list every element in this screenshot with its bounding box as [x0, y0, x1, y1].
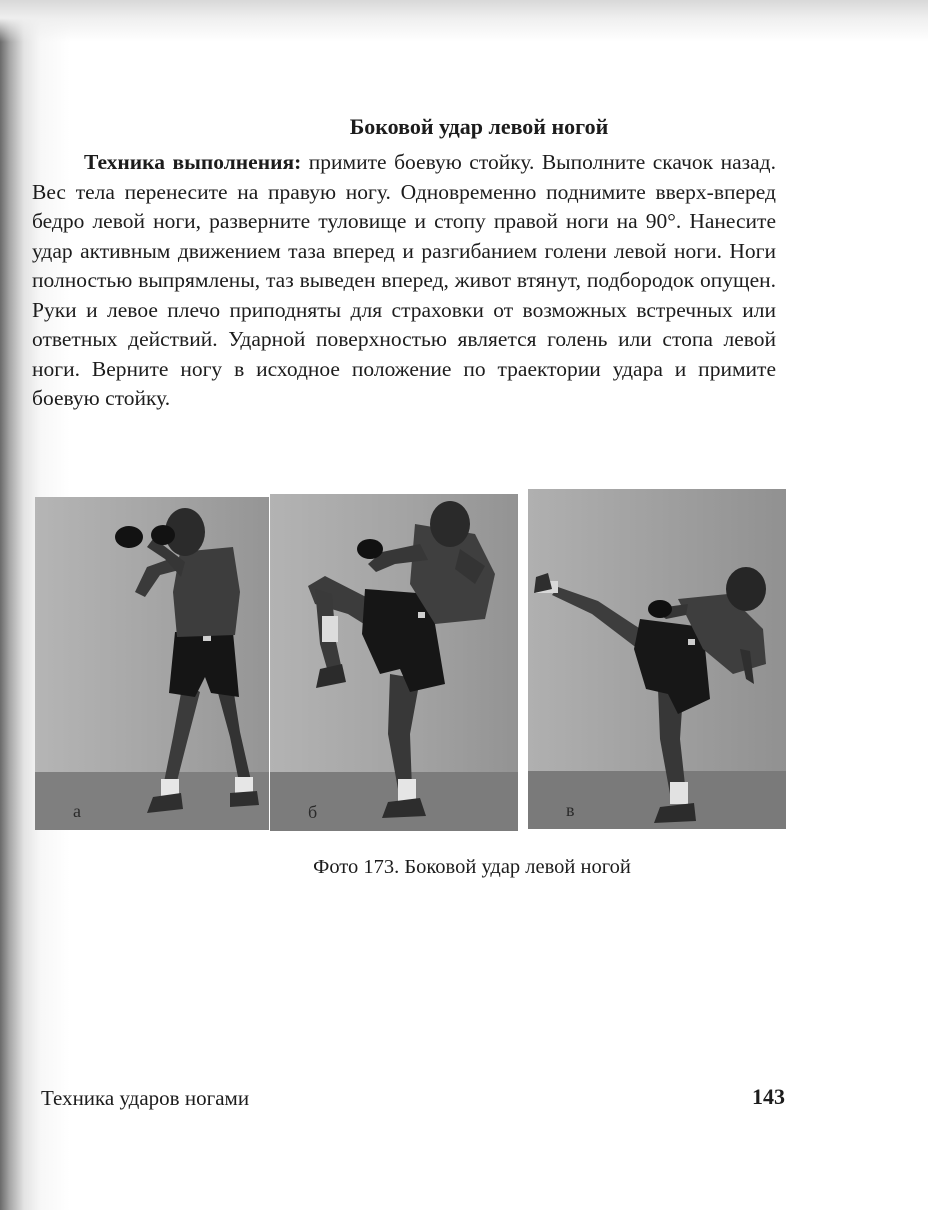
technique-lead: Техника выполнения: [84, 150, 302, 174]
photo-a-figure [35, 497, 269, 830]
photo-c-label: в [566, 800, 575, 820]
technique-text: примите боевую стойку. Выполните скачок назад. Вес тела перенесите на правую ногу. Одновременно поднимите вверх-вперед бедро левой ноги, разверните туловище и стопу правой ноги на 90°. Нанесите удар активным движением таза вперед и разгибанием голени левой ноги. Ноги полностью выпрямлены, таз выведен вперед, живот втянут, подбородок опущен. Руки и левое плечо приподняты для страховки от возможных встречных или ответных действий. Ударной поверхностью является голень или стопа левой ноги. Верните ногу в исходное положение по траектории удара и примите боевую стойку. [32, 150, 776, 410]
photo-c-figure [528, 489, 786, 829]
photo-caption: Фото 173. Боковой удар левой ногой [313, 856, 631, 878]
photo-a-label: а [73, 801, 81, 821]
body-paragraph [32, 148, 776, 414]
photo-b-figure [270, 494, 518, 831]
photo-b-label: б [308, 802, 318, 822]
photo-c-kick [528, 489, 786, 829]
scan-shadow [0, 0, 928, 42]
photo-a-stance [35, 497, 269, 830]
page-number: 143 [752, 1084, 785, 1109]
section-title: Боковой удар левой ногой [349, 114, 609, 139]
photo-b-chamber [270, 494, 518, 831]
running-footer-section: Техника ударов ногами [41, 1086, 250, 1110]
